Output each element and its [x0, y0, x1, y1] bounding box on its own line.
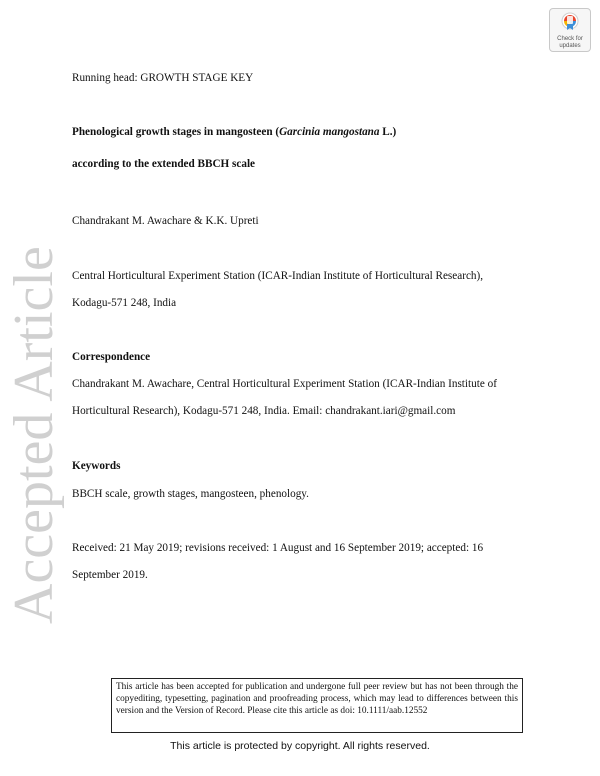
dates-line-1: Received: 21 May 2019; revisions received: 1 August and 16 September 2019; accepted: 16: [72, 542, 484, 554]
keywords-heading: Keywords: [72, 460, 121, 472]
running-head: Running head: GROWTH STAGE KEY: [72, 72, 254, 84]
title-end: L.): [379, 126, 397, 138]
title-start: Phenological growth stages in mangosteen (: [72, 126, 280, 138]
crossmark-icon: [561, 12, 579, 34]
dates-line-2: September 2019.: [72, 569, 148, 581]
acceptance-notice-box: [111, 678, 523, 733]
correspondence-line-2: Horticultural Research), Kodagu-571 248, India. Email: chandrakant.iari@gmail.com: [72, 405, 456, 417]
paper-title-line-2: according to the extended BBCH scale: [72, 158, 256, 170]
correspondence-heading: Correspondence: [72, 351, 151, 363]
badge-label: Check for updates: [557, 36, 583, 49]
keywords-text: BBCH scale, growth stages, mangosteen, phenology.: [72, 488, 309, 500]
correspondence-line-1: Chandrakant M. Awachare, Central Horticultural Experiment Station (ICAR-Indian Institute of: [72, 378, 497, 390]
acceptance-notice-text: This article has been accepted for publication and undergone full peer review but has not been through the copyediting, typesetting, pagination and proofreading process, which may lead to differences between this version and the Version of Record. Please cite this article as doi: 10.1111/aab.12552: [116, 682, 518, 716]
authors: Chandrakant M. Awachare & K.K. Upreti: [72, 215, 259, 227]
species-name: Garcinia mangostana: [279, 126, 380, 138]
accepted-article-watermark: Accepted Article: [3, 246, 65, 624]
affiliation-line-1: Central Horticultural Experiment Station (ICAR-Indian Institute of Horticultural Research),: [72, 270, 484, 282]
check-for-updates-badge[interactable]: [549, 8, 591, 52]
affiliation-line-2: Kodagu-571 248, India: [72, 297, 177, 309]
copyright-footer: This article is protected by copyright. All rights reserved.: [170, 740, 430, 752]
paper-title-line-1: [72, 125, 396, 139]
